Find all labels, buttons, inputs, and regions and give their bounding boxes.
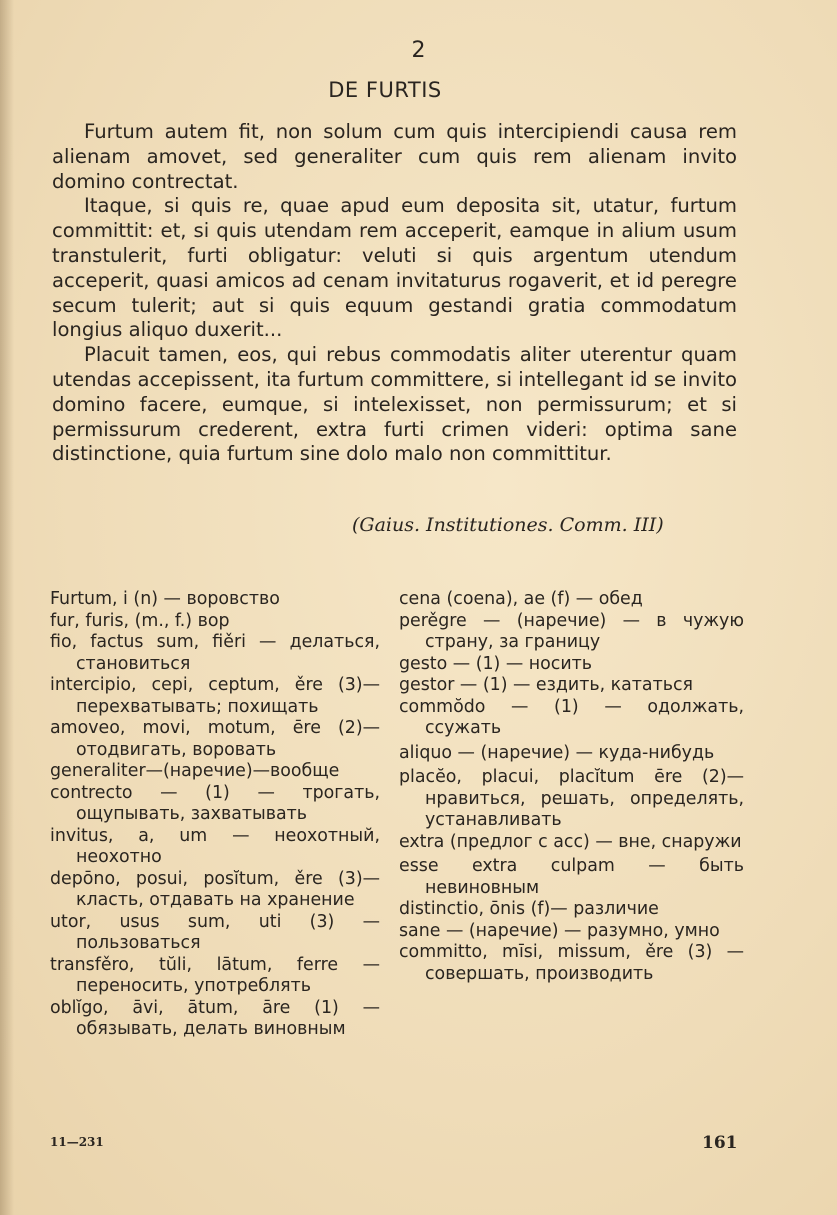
vocab-entry: aliquo — (наречие) — куда-нибудь — [399, 742, 715, 763]
vocab-entry: extra (предлог с acc) — вне, снаружи — [399, 831, 742, 852]
vocab-entry: commŏdo — (1) — одолжать, ссужать — [399, 696, 744, 738]
printer-signature: 11—231 — [50, 1135, 104, 1149]
vocab-entry: invitus, a, um — неохотный, неохотно — [50, 825, 380, 867]
vocab-entry: distinctio, ōnis (f)— различие — [399, 899, 659, 919]
vocabulary-right-column — [399, 589, 744, 985]
vocab-entry: utor, usus sum, uti (3) — пользоваться — [50, 911, 380, 953]
vocab-entry: depōno, posui, posĭtum, ěre (3)— класть, отдавать на хранение — [50, 868, 380, 910]
vocab-entry: fio, factus sum, fiěri — делаться, становиться — [50, 632, 380, 674]
page-number: 161 — [702, 1133, 738, 1153]
vocab-entry: oblĭgo, āvi, ātum, āre (1) — обязывать, делать виновным — [50, 997, 380, 1039]
vocab-entry: amoveo, movi, motum, ēre (2)— отодвигать, воровать — [50, 718, 380, 760]
vocab-entry: Furtum, i (n) — воровство — [50, 589, 280, 609]
vocab-entry: sane — (наречие) — разумно, умно — [399, 920, 720, 941]
vocab-entry: gestor — (1) — ездить, кататься — [399, 675, 693, 695]
vocab-entry: esse extra culpam — быть невиновным — [399, 856, 744, 898]
latin-text — [52, 120, 737, 467]
paragraph-2: Itaque, si quis re, quae apud eum deposita sit, utatur, furtum committit: et, si quis utendam rem acceperit, eamque in alium usum transtulerit, furti obligatur: veluti si quis argentum utendum acceperit, quasi amicos ad cenam invitaturus rogaverit, et id peregre secum tulerit; aut si quis equum gestandi gratia commodatum longius aliquo duxerit... — [52, 194, 737, 342]
vocab-entry: committo, mīsi, missum, ěre (3) — совершать, производить — [399, 942, 744, 984]
vocab-entry: perěgre — (наречие) — в чужую страну, за границу — [399, 610, 744, 652]
vocabulary-left-column — [50, 589, 380, 1041]
vocab-entry: fur, furis, (m., f.) вор — [50, 610, 230, 631]
paragraph-1: Furtum autem fit, non solum cum quis intercipiendi causa rem alienam amovet, sed generaliter cum quis rem alienam invito domino contrectat. — [52, 120, 737, 193]
page-edge-shadow — [0, 0, 14, 1215]
citation: (Gaius. Institutiones. Comm. III) — [352, 514, 664, 536]
vocab-entry: placĕo, placui, placĭtum ēre (2)— нравиться, решать, определять, устанавливать — [399, 767, 744, 830]
page-title: DE FURTIS — [328, 78, 442, 102]
vocab-entry: gesto — (1) — носить — [399, 653, 593, 674]
vocab-entry: generaliter—(наречие)—вообще — [50, 761, 340, 781]
vocab-entry: transfěro, tŭli, lātum, ferre — переносить, употреблять — [50, 954, 380, 996]
paragraph-3: Placuit tamen, eos, qui rebus commodatis aliter uterentur quam utendas accepissent, ita furtum committere, si intellegant id se invito domino facere, eumque, si intelexisset, non permissurum; et si permissurum crederent, extra furti crimen videri: optima sane distinctione, quia furtum sine dolo malo non committitur. — [52, 343, 737, 466]
vocab-entry: intercipio, cepi, ceptum, ěre (3)— перехватывать; похищать — [50, 675, 380, 717]
vocab-entry: contrecto — (1) — трогать, ощупывать, захватывать — [50, 782, 380, 824]
section-number: 2 — [411, 38, 426, 63]
vocab-entry: cena (coena), ae (f) — обед — [399, 589, 643, 609]
